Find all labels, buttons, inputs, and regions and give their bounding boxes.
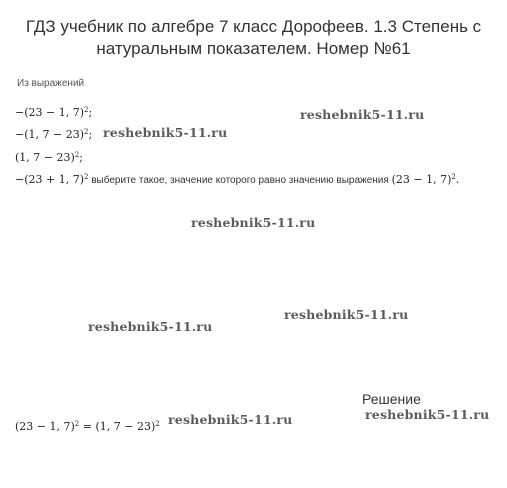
expression-1-punct: ;	[88, 106, 93, 119]
page-title: ГДЗ учебник по алгебре 7 класс Дорофеев. 1.3 Степень с натуральным показателем. Номер №61	[25, 17, 482, 58]
expression-1-exponent: 2	[84, 106, 89, 114]
solution-lhs-exponent: 2	[74, 420, 80, 428]
solution-label: Решение	[362, 391, 421, 407]
expression-3	[15, 151, 83, 164]
expression-2	[15, 128, 92, 141]
solution-equation	[15, 420, 160, 433]
expression-3-base: (1, 7 − 23)	[15, 151, 75, 164]
solution-equals: =	[79, 420, 96, 433]
expression-2-base: −(1, 7 − 23)	[15, 128, 84, 141]
watermark: reshebnik5-11.ru	[300, 107, 425, 122]
watermark: reshebnik5-11.ru	[103, 125, 228, 140]
task-question-text: выберите такое, значение которого равно значению выражения	[88, 175, 392, 186]
expression-4-punct: .	[455, 173, 460, 186]
intro-text: Из выражений	[17, 78, 85, 89]
solution-lhs-base: (23 − 1, 7)	[15, 420, 75, 433]
watermark: reshebnik5-11.ru	[191, 215, 316, 230]
expression-1	[15, 106, 92, 119]
expression-4	[15, 173, 459, 186]
expression-4-exponent: 2	[84, 173, 89, 181]
watermark: reshebnik5-11.ru	[284, 307, 409, 322]
watermark: reshebnik5-11.ru	[88, 319, 213, 334]
solution-rhs-exponent: 2	[155, 420, 160, 428]
expression-2-exponent: 2	[84, 128, 89, 136]
watermark: reshebnik5-11.ru	[365, 407, 490, 422]
expression-2-punct: ;	[88, 128, 93, 141]
expression-4-base: −(23 + 1, 7)	[15, 173, 84, 186]
target-expression-base: (23 − 1, 7)	[391, 173, 452, 186]
solution-rhs-base: (1, 7 − 23)	[95, 420, 156, 433]
watermark: reshebnik5-11.ru	[168, 412, 293, 427]
expression-3-exponent: 2	[74, 151, 80, 159]
target-expression-exponent: 2	[451, 173, 456, 181]
expression-1-base: −(23 − 1, 7)	[15, 106, 84, 119]
expression-3-punct: ;	[79, 151, 83, 164]
